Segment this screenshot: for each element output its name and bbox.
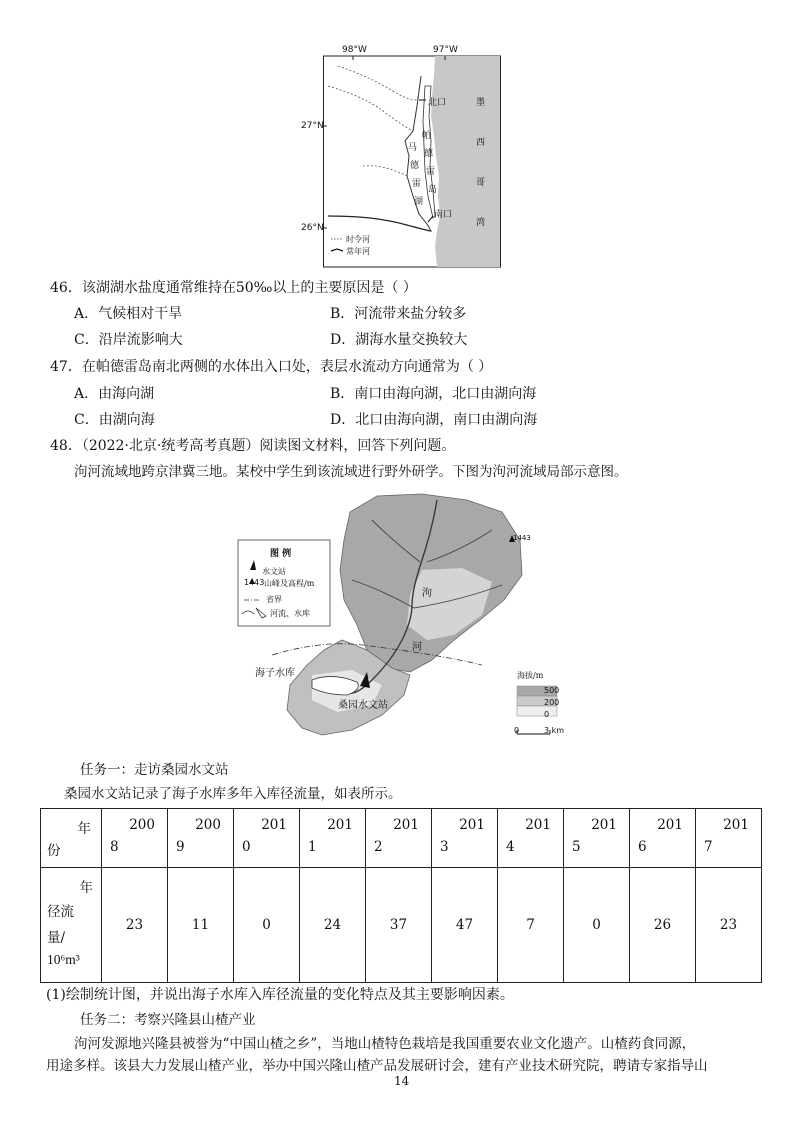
runoff-table bbox=[40, 808, 762, 983]
island-char: 帕 bbox=[422, 131, 432, 141]
year-part: 201 bbox=[591, 817, 617, 833]
year-cell bbox=[102, 809, 168, 868]
year-part: 201 bbox=[657, 817, 683, 833]
scale-label-end: 3 km bbox=[544, 726, 565, 735]
page-number: 14 bbox=[394, 1074, 410, 1088]
map2-legend-title: 图 例 bbox=[270, 549, 292, 559]
legend-perennial-river: 常年河 bbox=[346, 247, 370, 256]
runoff-header-cell bbox=[41, 868, 102, 983]
river-char: 泃 bbox=[422, 588, 432, 599]
runoff-header-line: 量/ bbox=[47, 930, 66, 946]
year-part: 201 bbox=[723, 817, 749, 833]
question-46-stem: 46．该湖湖水盐度通常维持在50‰以上的主要原因是（ ） bbox=[50, 280, 417, 296]
runoff-value: 0 bbox=[234, 868, 300, 983]
peak-elevation-label: 1443 bbox=[513, 534, 531, 542]
question-47-stem: 47．在帕德雷岛南北两侧的水体出入口处，表层水流动方向通常为（ ） bbox=[50, 359, 493, 375]
year-cell bbox=[498, 809, 564, 868]
task1-description: 桑园水文站记录了海子水库多年入库径流量，如表所示。 bbox=[64, 786, 402, 802]
reservoir-label: 海子水库 bbox=[255, 668, 295, 679]
south-inlet-label: 南口 bbox=[434, 210, 453, 220]
year-part: 9 bbox=[176, 839, 185, 855]
station-label: 桑园水文站 bbox=[338, 700, 388, 711]
runoff-header-line: 10⁶m³ bbox=[47, 952, 80, 967]
year-cell bbox=[564, 809, 630, 868]
year-part: 7 bbox=[704, 839, 713, 855]
q47-option-a: A．由海向湖 bbox=[74, 386, 155, 402]
runoff-value: 7 bbox=[498, 868, 564, 983]
task2-title: 任务二：考察兴隆县山楂产业 bbox=[80, 1012, 256, 1028]
q46-option-b: B．河流带来盐分较多 bbox=[330, 306, 467, 322]
sea-char: 墨 bbox=[476, 98, 486, 108]
runoff-value: 47 bbox=[432, 868, 498, 983]
runoff-value: 26 bbox=[630, 868, 696, 983]
q46-option-a: A．气候相对干旱 bbox=[74, 306, 183, 322]
island-char: 雷 bbox=[426, 167, 436, 177]
year-cell bbox=[696, 809, 762, 868]
legend-hydro-station: 水文站 bbox=[262, 567, 286, 576]
year-part: 201 bbox=[327, 817, 353, 833]
question-48-stem: 48．（2022·北京·统考高考真题）阅读图文材料，回答下列问题。 bbox=[50, 438, 456, 454]
year-part: 5 bbox=[572, 839, 581, 855]
year-cell bbox=[630, 809, 696, 868]
year-part: 6 bbox=[638, 839, 647, 855]
runoff-header-line: 径流 bbox=[47, 904, 74, 920]
legend-provincial-boundary: 省界 bbox=[266, 595, 282, 604]
runoff-value: 37 bbox=[366, 868, 432, 983]
q46-option-d: D．湖海水量交换较大 bbox=[330, 332, 468, 348]
sea-char: 西 bbox=[476, 138, 486, 148]
year-cell bbox=[432, 809, 498, 868]
runoff-value: 24 bbox=[300, 868, 366, 983]
legend-peak: 山峰及高程/m bbox=[264, 579, 315, 588]
lagoon-char: 德 bbox=[410, 161, 420, 171]
year-cell bbox=[366, 809, 432, 868]
sea-char: 哥 bbox=[476, 178, 486, 188]
year-header-line2: 份 bbox=[47, 843, 61, 859]
elevation-tick-0: 0 bbox=[544, 710, 550, 719]
runoff-value: 0 bbox=[564, 868, 630, 983]
year-part: 2 bbox=[374, 839, 383, 855]
sea-char: 湾 bbox=[476, 218, 486, 228]
year-header-line1: 年 bbox=[77, 821, 91, 837]
year-part: 0 bbox=[242, 839, 251, 855]
year-part: 201 bbox=[525, 817, 551, 833]
year-part: 200 bbox=[195, 817, 221, 833]
task1-title: 任务一：走访桑园水文站 bbox=[80, 762, 229, 778]
year-part: 200 bbox=[129, 817, 155, 833]
sub-question-1: (1)绘制统计图，并说出海子水库入库径流量的变化特点及其主要影响因素。 bbox=[46, 987, 514, 1003]
elevation-tick-200: 200 bbox=[544, 698, 560, 707]
year-part: 8 bbox=[110, 839, 119, 855]
island-char: 岛 bbox=[428, 185, 438, 195]
lon-label-98: 98°W bbox=[342, 45, 367, 55]
lat-label-27: 27°N bbox=[301, 121, 324, 131]
lat-label-26: 26°N bbox=[301, 223, 324, 233]
legend-seasonal-river: 时令河 bbox=[346, 235, 370, 244]
year-cell bbox=[234, 809, 300, 868]
year-part: 201 bbox=[393, 817, 419, 833]
year-part: 4 bbox=[506, 839, 515, 855]
island-char: 德 bbox=[424, 149, 434, 159]
legend-peak-value: 1443 bbox=[244, 578, 265, 587]
year-part: 3 bbox=[440, 839, 449, 855]
year-part: 201 bbox=[261, 817, 287, 833]
elevation-tick-500: 500 bbox=[544, 686, 560, 695]
task2-paragraph-line1: 泃河发源地兴隆县被誉为“中国山楂之乡”，当地山楂特色栽培是我国重要农业文化遗产。山楂药食同源， bbox=[74, 1036, 696, 1052]
year-part: 201 bbox=[459, 817, 485, 833]
q47-option-c: C．由湖向海 bbox=[74, 412, 155, 428]
q47-option-d: D．北口由海向湖，南口由湖向海 bbox=[330, 412, 538, 428]
elevation-legend-title: 海拔/m bbox=[517, 671, 544, 680]
year-cell bbox=[168, 809, 234, 868]
scale-label-start: 0 bbox=[514, 726, 520, 735]
runoff-value: 23 bbox=[696, 868, 762, 983]
task2-paragraph-line2: 用途多样。该县大力发展山楂产业，举办中国兴隆山楂产品发展研讨会，建有产业技术研究院，聘请专家指导山 bbox=[46, 1058, 708, 1074]
runoff-value: 11 bbox=[168, 868, 234, 983]
lagoon-char: 马 bbox=[408, 143, 418, 153]
year-part: 1 bbox=[308, 839, 317, 855]
north-inlet-label: 北口 bbox=[428, 98, 447, 108]
year-row bbox=[41, 809, 762, 868]
lon-label-97: 97°W bbox=[433, 45, 458, 55]
year-header-cell bbox=[41, 809, 102, 868]
year-cell bbox=[300, 809, 366, 868]
river-char: 河 bbox=[412, 642, 422, 653]
q47-option-b: B．南口由海向湖，北口由湖向海 bbox=[330, 386, 537, 402]
q46-option-c: C．沿岸流影响大 bbox=[74, 332, 183, 348]
lagoon-char: 雷 bbox=[412, 179, 422, 189]
lagoon-char: 湖 bbox=[414, 197, 424, 207]
runoff-header-line: 年 bbox=[79, 880, 93, 896]
runoff-value: 23 bbox=[102, 868, 168, 983]
runoff-row bbox=[41, 868, 762, 983]
legend-river-reservoir: 河流、水库 bbox=[270, 609, 310, 618]
question-48-intro: 泃河流域地跨京津冀三地。某校中学生到该流域进行野外研学。下图为泃河流域局部示意图。 bbox=[74, 464, 628, 480]
